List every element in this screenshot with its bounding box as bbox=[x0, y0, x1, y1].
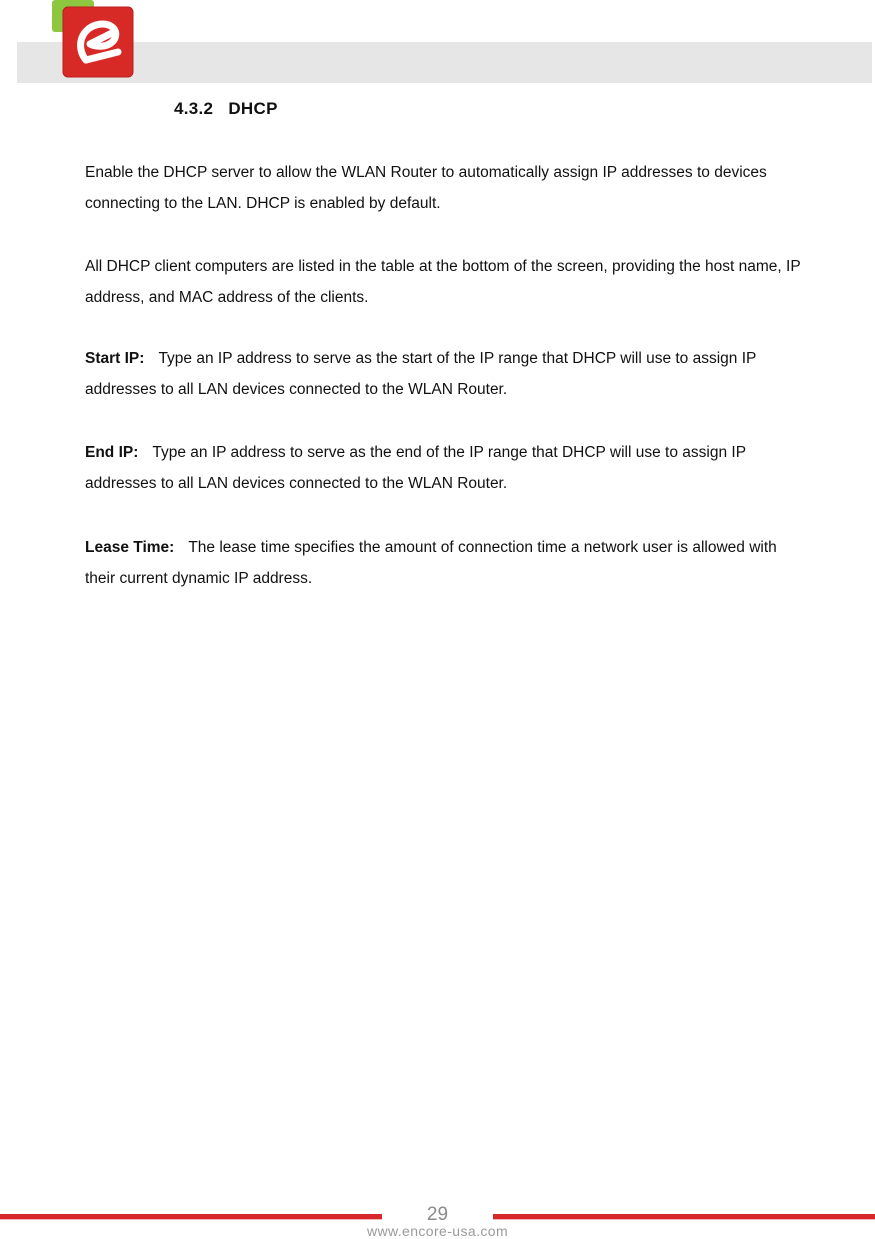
section-heading bbox=[174, 99, 278, 119]
section-number: 4.3.2 bbox=[174, 99, 214, 118]
section-title: DHCP bbox=[228, 99, 278, 118]
footer-website: www.encore-usa.com bbox=[366, 1223, 509, 1239]
page-number: 29 bbox=[426, 1204, 449, 1225]
encore-e-logo-icon bbox=[52, 0, 134, 78]
start-ip-term: Start IP: bbox=[85, 350, 145, 367]
lease-time-paragraph bbox=[85, 532, 805, 594]
clients-paragraph: All DHCP client computers are listed in the table at the bottom of the screen, providing the host name, IP address, and MAC address of the clients. bbox=[85, 258, 801, 306]
end-ip-paragraph bbox=[85, 437, 805, 499]
start-ip-description: Type an IP address to serve as the start of the IP range that DHCP will use to assign IP addresses to all LAN devices connected to the WLAN Router. bbox=[85, 350, 757, 398]
end-ip-term: End IP: bbox=[85, 444, 139, 461]
header-band bbox=[17, 42, 872, 83]
end-ip-description: Type an IP address to serve as the end of the IP range that DHCP will use to assign IP addresses to all LAN devices connected to the WLAN Router. bbox=[85, 444, 746, 492]
lease-time-term: Lease Time: bbox=[85, 539, 175, 556]
intro-paragraph: Enable the DHCP server to allow the WLAN Router to automatically assign IP addresses to devices connecting to the LAN. DHCP is enabled by default. bbox=[85, 164, 767, 212]
start-ip-paragraph bbox=[85, 343, 805, 405]
lease-time-description: The lease time specifies the amount of connection time a network user is allowed with their current dynamic IP address. bbox=[85, 539, 777, 587]
